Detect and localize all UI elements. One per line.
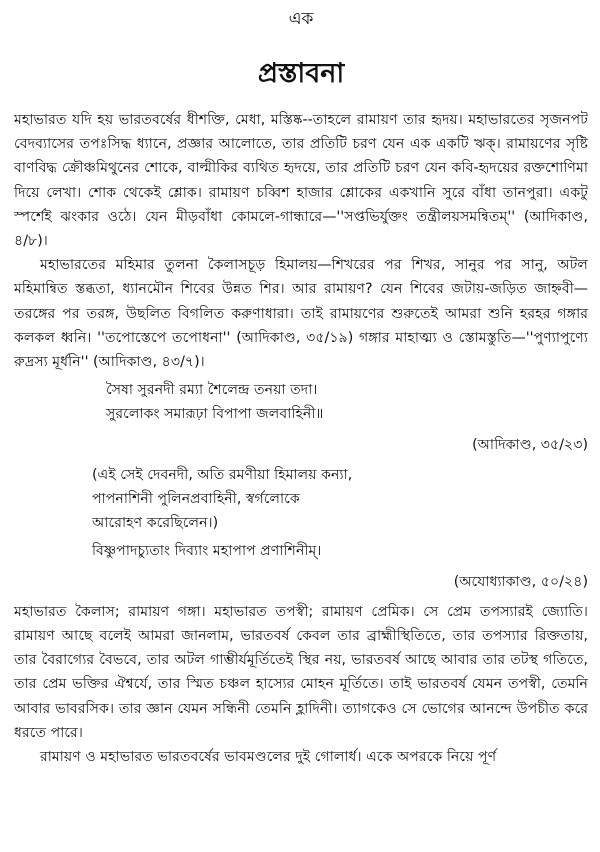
sanskrit-verse-1 <box>14 378 588 426</box>
citation: (আদিকাণ্ড, ৩৫/২৩) <box>472 436 588 453</box>
verse-line: সৈষা সুরনদী রম্যা শৈলেন্দ্র তনয়া তদা। <box>106 382 318 399</box>
translation-line: (এই সেই দেবনদী, অতি রমণীয়া হিমালয় কন্যা, <box>92 466 353 483</box>
chapter-heading: প্রস্তাবনা <box>257 58 345 89</box>
page-number: এক <box>288 9 314 29</box>
verse-line: বিষ্ণুপাদচ্যুতাং দিব্যাং মহাপাপ প্রণাশিনীম্। <box>92 543 322 560</box>
sanskrit-verse-2 <box>14 539 588 563</box>
paragraph-3: মহাভারত কৈলাস; রামায়ণ গঙ্গা। মহাভারত তপস্বী; রামায়ণ প্রেমিক। সে প্রেম তপস্যারই জ্যোতি। রামায়ণ আছে বলেই আমরা জানলাম, ভারতবর্ষ কেবল তার ব্রাহ্মীস্থিতিতে, তার তপস্যার রিক্ততায়, তার বৈরাগ্যের বৈভবে, তার অটল গাম্ভীর্যমূর্তিতেই স্থির নয়, ভারতবর্ষ আছে আবার তার তটস্থ গতিতে, তার প্রেম ভক্তির ঐশ্বর্যে, তার স্মিত চঞ্চল হাস্যের মোহন মূর্তিতে। তাই ভারতবর্ষ যেমন তপস্বী, তেমনি আবার ভাবরসিক। তার জ্ঞান যেমন সন্ধিনী তেমনি হ্লাদিনী। ত্যাগকেও সে ভোগের আনন্দে উপচীত করে ধরতে পারে। <box>14 603 588 741</box>
translation-line: আরোহণ করেছিলেন।) <box>92 515 219 532</box>
paragraph-2: মহাভারতের মহিমার তুলনা কৈলাসচূড় হিমালয়—শিখরের পর শিখর, সানুর পর সানু, অটল মহিমান্বিত স্তব্ধতা, ধ্যানমৌন শিবের উন্নত শির। আর রামায়ণ? যেন শিবের জটায়-জড়িত জাহ্নবী—তরঙ্গের পর তরঙ্গ, উছলিত বিগলিত করুণাধারা। তাই রামায়ণের শুরুতেই আমরা শুনি হরহর গঙ্গার কলকল ধ্বনি। ''তপোস্তেপে তপোধনা'' (আদিকাণ্ড, ৩৫/১৯) গঙ্গার মাহাত্ম্য ও স্তোমস্তুতি—''পুণ্যাপুণ্যে রুদ্রস্য মূর্ধনি'' (আদিকাণ্ড, ৪৩/৭)। <box>14 257 588 371</box>
paragraph-4: রামায়ণ ও মহাভারত ভারতবর্ষের ভাবমণ্ডলের দুই গোলার্ধ। একে অপরকে নিয়ে পূর্ণ <box>40 749 497 766</box>
paragraph-1: মহাভারত যদি হয় ভারতবর্ষের ধীশক্তি, মেধা, মস্তিষ্ক--তাহলে রামায়ণ তার হৃদয়। মহাভারতের সৃজনপট বেদব্যাসের তপঃসিদ্ধ ধ্যানে, প্রজ্ঞার আলোতে, তার প্রতিটি চরণ যেন এক একটি ঋক্। রামায়ণের সৃষ্টি বাণবিদ্ধ ক্রৌঞ্চমিথুনের শোকে, বাল্মীকির ব্যথিত হৃদয়ে, তার প্রতিটি চরণ যেন কবি-হৃদয়ের রক্তশোণিমা দিয়ে লেখা। শোক থেকেই শ্লোক। রামায়ণ চব্বিশ হাজার শ্লোকের একখানি সুরে বাঁধা তানপুরা। একটু স্পর্শেই ঝংকার ওঠে। যেন মীড়বাঁধা কোমলে-গান্ধারে—''সপ্তভির্যুক্তং তন্ত্রীলয়সমন্বিতম্'' (আদিকাণ্ড, ৪/৮)। <box>14 112 588 250</box>
translation-line: পাপনাশিনী পুলিনপ্রবাহিনী, স্বর্গলোকে <box>92 491 300 508</box>
verse-line: সুরলোকং সমারূঢ়া বিপাপা জলবাহিনী॥ <box>106 406 324 423</box>
citation: (অযোধ্যাকাণ্ড, ৫০/২৪) <box>453 573 588 590</box>
bengali-translation <box>14 463 588 536</box>
